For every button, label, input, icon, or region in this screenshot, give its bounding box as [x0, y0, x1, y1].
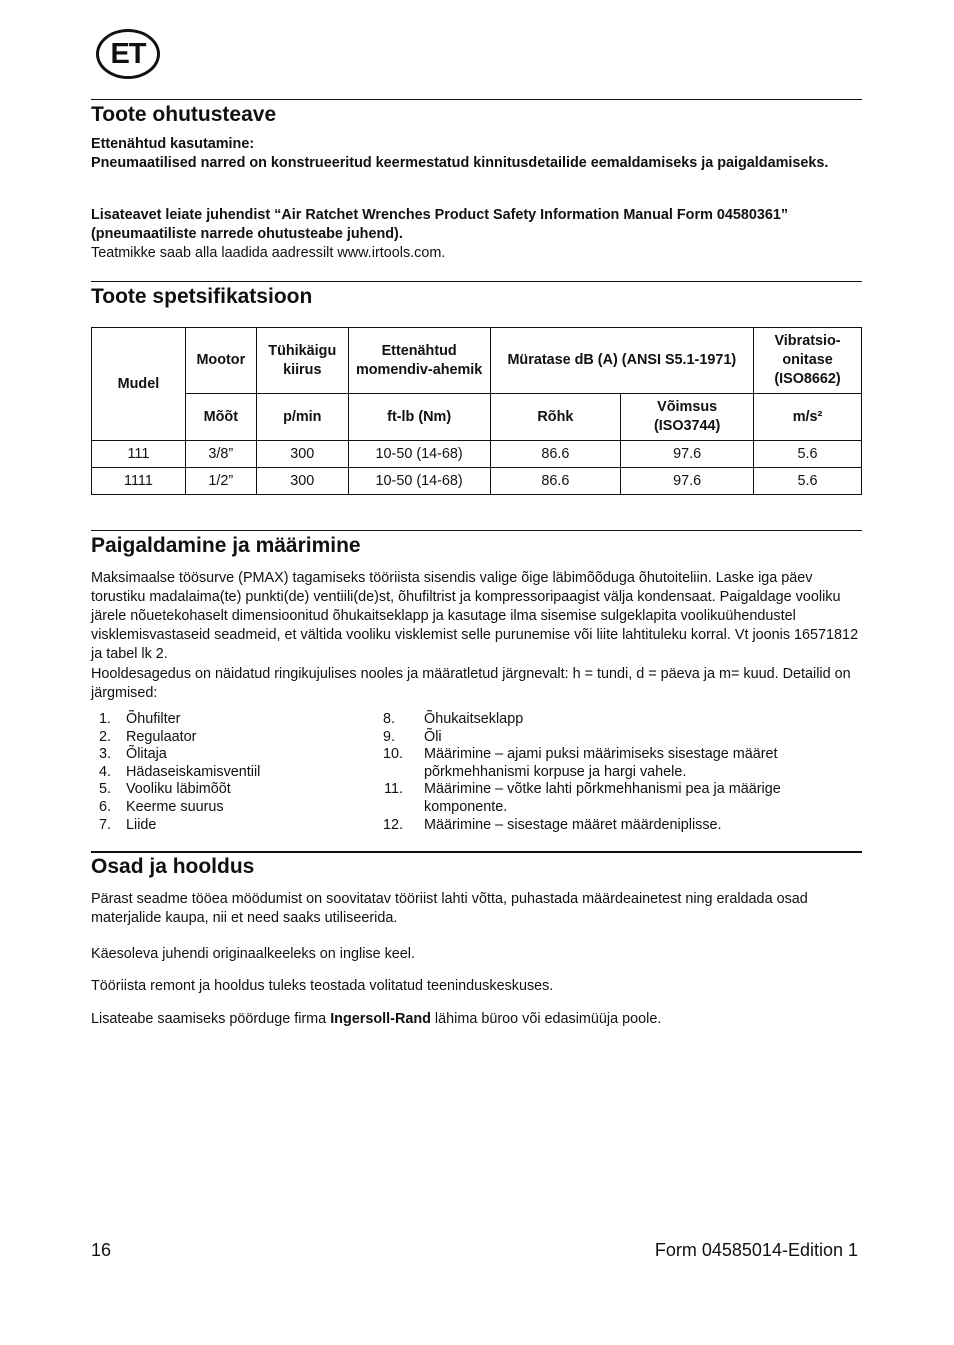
item-text: Õhukaitseklapp — [424, 711, 524, 727]
item-text: Määrimine – võtke lahti põrkmehhanismi pea ja määrige — [424, 781, 781, 798]
list-item — [380, 711, 860, 729]
cell-model: 1111 — [92, 468, 186, 495]
item-text: Õlitaja — [126, 746, 167, 763]
list-item — [380, 746, 860, 764]
install-paragraph-2: Hooldesagedus on näidatud ringikujulises nooles ja määratletud järgnevalt: h = tundi, d = päeva ja m= kuud. Detailid on järgmised: — [91, 666, 851, 701]
item-text: Vooliku läbimõõt — [126, 781, 231, 798]
header-motor: Mootor — [185, 328, 256, 394]
spec-table — [91, 327, 862, 495]
item-number: 1. — [98, 711, 111, 727]
item-number: 10. — [382, 746, 403, 763]
header-power: Võimsus (ISO3744) — [621, 394, 754, 441]
list-item — [91, 746, 351, 764]
item-number: 12. — [382, 816, 403, 833]
cell-vibration: 5.6 — [754, 468, 862, 495]
cell-torque: 10-50 (14-68) — [348, 441, 490, 468]
section-divider — [91, 99, 862, 100]
service-title: Osad ja hooldus — [91, 855, 255, 878]
item-text: Liide — [126, 816, 157, 833]
item-text: Keerme suurus — [126, 798, 224, 815]
list-item — [91, 817, 351, 835]
list-item-continuation — [380, 799, 860, 817]
item-number: 6. — [98, 798, 111, 815]
item-text: Regulaator — [126, 728, 197, 745]
item-text-continued: põrkmehhanismi korpuse ja hargi vahele. — [424, 763, 687, 780]
cell-pressure: 86.6 — [490, 441, 621, 468]
safety-title: Toote ohutusteave — [91, 103, 277, 126]
language-code: ET — [110, 37, 146, 70]
service-paragraph-1: Pärast seadme tööea möödumist on soovitatav tööriist lahti võtta, puhastada määrdeainetest ning eraldada osad materjalide kaupa, nii et need saaks utiliseerida. — [91, 891, 808, 926]
cell-size: 3/8” — [185, 441, 256, 468]
item-number: 5. — [98, 781, 111, 798]
service-p4-post: lähima büroo või edasimüüja poole. — [430, 1011, 662, 1027]
item-text-continued: komponente. — [424, 798, 508, 815]
service-paragraph-3: Tööriista remont ja hooldus tuleks teostada volitatud teeninduskeskuses. — [91, 978, 554, 994]
table-row — [92, 441, 862, 468]
list-item — [380, 781, 860, 799]
section-divider — [91, 851, 862, 853]
header-idle-speed: Tühikäigu kiirus — [256, 328, 348, 394]
cell-power: 97.6 — [621, 441, 754, 468]
header-ms2: m/s² — [754, 394, 862, 441]
section-divider — [91, 281, 862, 282]
cell-power: 97.6 — [621, 468, 754, 495]
header-vibration: Vibratsio-onitase (ISO8662) — [754, 328, 862, 394]
item-text: Määrimine – sisestage määret määrdeniplisse. — [424, 816, 722, 833]
item-number: 8. — [382, 711, 395, 727]
cell-model: 111 — [92, 441, 186, 468]
section-divider — [91, 530, 862, 531]
list-item — [91, 799, 351, 817]
item-text: Hädaseiskamisventiil — [126, 763, 261, 780]
table-row — [92, 468, 862, 495]
install-paragraph-1: Maksimaalse töösurve (PMAX) tagamiseks tööriista sisendis valige õige läbimõõduga õhutoiteliin. Laske iga päev torustiku madalaima(te) punkti(de) ventiili(de)st, õhufiltrist ja kompressoripaagist välja kondensaat. Paigaldage vooliku järele nõuetekohaselt dimensioonitud õhukaitseklapp ja kasutage ilma sisemise sulgeklapita voolikuühendustel visklemisvastaseid seadmeid, et vältida vooliku visklemist selle purunemise või liite lahtituleku korral. Vt joonis 16571812 ja tabel lk 2. — [91, 570, 859, 662]
install-title: Paigaldamine ja määrimine — [91, 534, 361, 557]
item-number: 9. — [382, 728, 395, 745]
list-item — [91, 764, 351, 782]
service-p4-pre: Lisateabe saamiseks pöörduge firma — [91, 1011, 331, 1027]
header-noise: Müratase dB (A) (ANSI S5.1-1971) — [490, 328, 754, 394]
form-number: Form 04585014-Edition 1 — [654, 1240, 858, 1260]
more-info-text: Lisateavet leiate juhendist “Air Ratchet Wrenches Product Safety Information Manual Form 04580361” (pneumaatiliste narrede ohutusteabe juhend). — [91, 207, 789, 242]
intended-use-label: Ettenähtud kasutamine: — [91, 136, 255, 152]
list-item — [380, 817, 860, 835]
item-number: 11. — [384, 781, 403, 798]
cell-rpm: 300 — [256, 468, 348, 495]
header-ftlb: ft-lb (Nm) — [348, 394, 490, 441]
list-item — [380, 729, 860, 747]
parts-list-right — [380, 711, 860, 834]
cell-vibration: 5.6 — [754, 441, 862, 468]
item-text: Õli — [424, 728, 442, 745]
cell-torque: 10-50 (14-68) — [348, 468, 490, 495]
list-item — [91, 781, 351, 799]
header-size: Mõõt — [185, 394, 256, 441]
list-item — [91, 711, 351, 729]
header-rpm: p/min — [256, 394, 348, 441]
cell-rpm: 300 — [256, 441, 348, 468]
header-model: Mudel — [92, 328, 186, 441]
item-number: 4. — [98, 763, 111, 780]
header-pressure: Rõhk — [490, 394, 621, 441]
page-number: 16 — [91, 1240, 112, 1260]
item-text: Määrimine – ajami puksi määrimiseks sisestage määret — [424, 746, 778, 763]
brand-name: Ingersoll-Rand — [330, 1011, 431, 1027]
specs-title: Toote spetsifikatsioon — [91, 285, 313, 308]
language-badge — [96, 29, 160, 79]
item-number: 7. — [98, 816, 111, 833]
download-text: Teatmikke saab alla laadida aadressilt www.irtools.com. — [91, 245, 446, 261]
intended-use-text: Pneumaatilised narred on konstrueeritud keermestatud kinnitusdetailide eemaldamiseks ja paigaldamiseks. — [91, 155, 829, 171]
item-number: 2. — [98, 728, 111, 745]
list-item-continuation — [380, 764, 860, 782]
item-number: 3. — [98, 746, 111, 763]
service-paragraph-4 — [91, 1010, 862, 1029]
parts-list-left — [91, 711, 351, 834]
cell-size: 1/2” — [185, 468, 256, 495]
service-paragraph-2: Käesoleva juhendi originaalkeeleks on inglise keel. — [91, 946, 416, 962]
item-text: Õhufilter — [126, 711, 181, 727]
list-item — [91, 729, 351, 747]
cell-pressure: 86.6 — [490, 468, 621, 495]
header-torque: Ettenähtud momendiv-ahemik — [348, 328, 490, 394]
